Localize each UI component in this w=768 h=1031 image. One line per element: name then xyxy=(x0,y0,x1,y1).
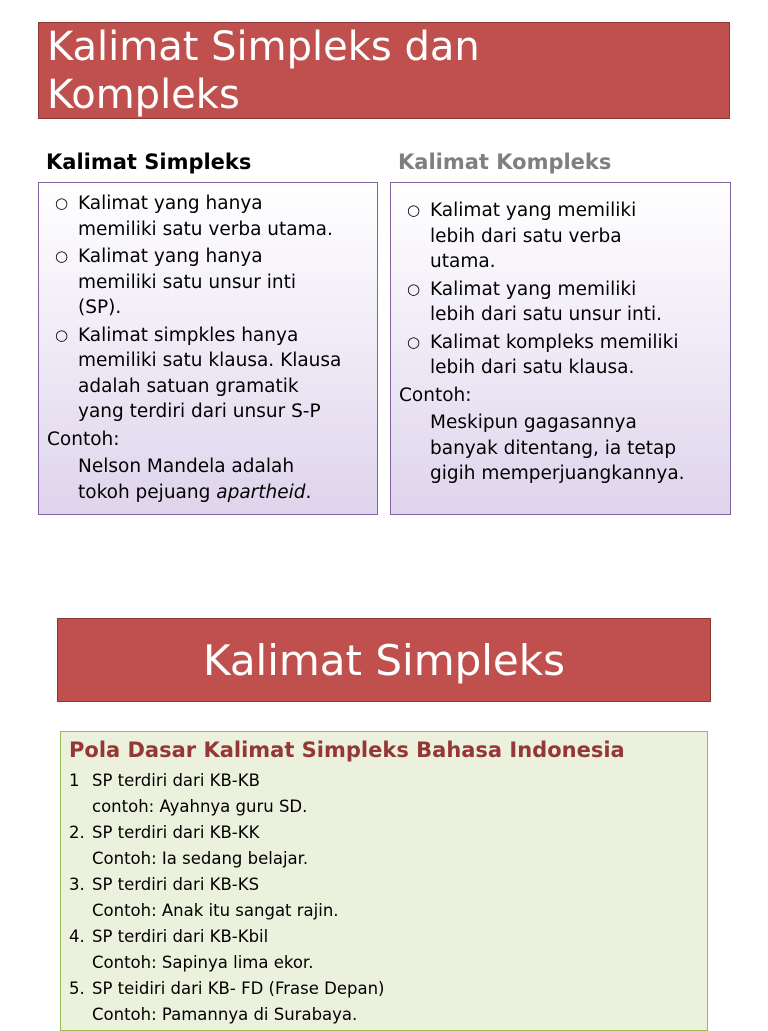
example-line: banyak ditentang, ia tetap xyxy=(430,437,677,459)
item-pattern: SP teidiri dari KB- FD (Frase Depan) xyxy=(92,979,385,998)
list-item xyxy=(69,924,701,950)
example-text-italic: apartheid xyxy=(216,481,306,503)
left-column-heading: Kalimat Simpleks xyxy=(46,150,252,174)
list-item xyxy=(69,872,701,898)
item-number: 3. xyxy=(69,875,85,894)
bullet-line: lebih dari satu verba xyxy=(430,225,622,247)
list-item-example xyxy=(69,846,701,872)
bullet-line: utama. xyxy=(430,251,496,272)
item-number: 4. xyxy=(69,927,85,946)
item-pattern: SP terdiri dari KB-KS xyxy=(92,875,260,894)
list-item-example xyxy=(69,794,701,820)
bullet-line: (SP). xyxy=(78,297,122,318)
kompleks-box xyxy=(390,182,731,515)
item-example: Contoh: Sapinya lima ekor. xyxy=(92,953,314,972)
bullet-line: Kalimat yang hanya xyxy=(78,246,263,267)
bullet-line: Kalimat simpkles hanya xyxy=(78,324,299,346)
list-item xyxy=(69,820,701,846)
bullet-line: Kalimat yang memiliki xyxy=(430,278,637,300)
example-line xyxy=(78,480,373,506)
bullet-line: Kalimat yang hanya xyxy=(78,193,263,214)
example-line: Meskipun gagasannya xyxy=(430,412,637,433)
example-text-plain: tokoh pejuang xyxy=(78,481,217,503)
list-item xyxy=(69,768,701,794)
list-item-example xyxy=(69,1002,701,1028)
simpleks-box xyxy=(38,182,378,515)
example-text xyxy=(399,410,726,487)
example-text xyxy=(47,454,373,505)
bullet-line: lebih dari satu klausa. xyxy=(430,357,635,378)
list-item xyxy=(47,191,373,242)
bullet-icon: ○ xyxy=(407,201,421,219)
list-item xyxy=(69,976,701,1002)
list-item-example xyxy=(69,950,701,976)
bullet-line: lebih dari satu unsur inti. xyxy=(430,304,662,325)
list-item xyxy=(399,330,726,381)
bullet-icon: ○ xyxy=(55,194,69,212)
right-column-heading: Kalimat Kompleks xyxy=(398,150,612,174)
pola-dasar-heading: Pola Dasar Kalimat Simpleks Bahasa Indonesia xyxy=(69,738,625,762)
example-text-period: . xyxy=(305,481,312,503)
bullet-line: yang terdiri dari unsur S-P xyxy=(78,401,321,422)
list-item xyxy=(47,244,373,321)
bullet-line: Kalimat yang memiliki xyxy=(430,200,637,221)
bullet-line: memiliki satu verba utama. xyxy=(78,218,333,240)
slide-title-line-2: Kompleks xyxy=(47,72,240,118)
pola-dasar-list xyxy=(69,768,701,1028)
bullet-icon: ○ xyxy=(407,279,421,298)
item-number: 2. xyxy=(69,823,85,842)
item-example: Contoh: Anak itu sangat rajin. xyxy=(92,901,339,920)
bullet-line: memiliki satu unsur inti xyxy=(78,271,296,293)
bullet-line: memiliki satu klausa. Klausa xyxy=(78,350,342,371)
bullet-icon: ○ xyxy=(55,247,69,265)
slide2-title: Kalimat Simpleks xyxy=(203,636,565,685)
bullet-icon: ○ xyxy=(407,332,421,351)
pola-dasar-box xyxy=(60,731,708,1031)
kompleks-bullet-list xyxy=(399,198,726,381)
item-pattern: SP terdiri dari KB-Kbil xyxy=(92,927,269,946)
list-item xyxy=(399,198,726,275)
bullet-icon: ○ xyxy=(55,325,69,344)
slide-title-line-1: Kalimat Simpleks dan xyxy=(47,24,480,70)
item-number: 5. xyxy=(69,979,85,998)
list-item xyxy=(399,277,726,328)
item-example: contoh: Ayahnya guru SD. xyxy=(92,797,308,816)
example-line: Nelson Mandela adalah xyxy=(78,456,295,477)
item-pattern: SP terdiri dari KB-KK xyxy=(92,823,260,842)
bullet-line: adalah satuan gramatik xyxy=(78,375,299,397)
example-label: Contoh: xyxy=(399,384,472,406)
simpleks-bullet-list xyxy=(47,191,373,425)
list-item xyxy=(47,323,373,425)
list-item-example xyxy=(69,898,701,924)
slide2-title-bar xyxy=(57,618,711,702)
example-line: gigih memperjuangkannya. xyxy=(430,463,685,484)
item-pattern: SP terdiri dari KB-KB xyxy=(92,771,260,790)
item-number: 1 xyxy=(69,771,80,790)
item-example: Contoh: Ia sedang belajar. xyxy=(92,849,309,868)
slide-title-bar xyxy=(38,22,730,119)
bullet-line: Kalimat kompleks memiliki xyxy=(430,331,679,353)
example-label: Contoh: xyxy=(47,428,120,450)
item-example: Contoh: Pamannya di Surabaya. xyxy=(92,1005,358,1024)
slide-title xyxy=(47,23,480,119)
